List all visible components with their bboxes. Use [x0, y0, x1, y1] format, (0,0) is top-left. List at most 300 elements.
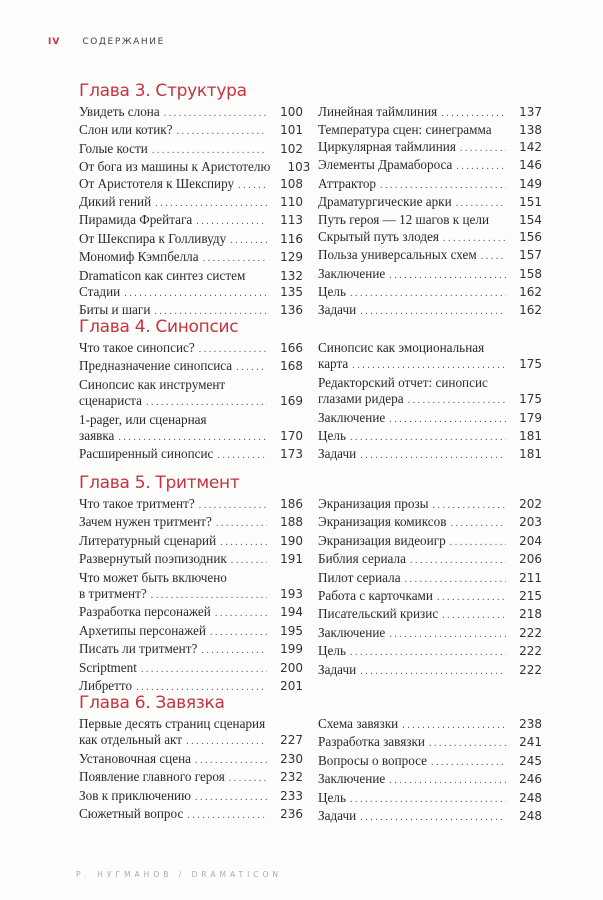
entry-page-number: 248	[519, 790, 542, 805]
dot-leader	[220, 535, 267, 551]
dot-leader	[118, 430, 267, 446]
toc-entry[interactable]	[79, 496, 303, 514]
entry-title: Задачи	[318, 302, 357, 318]
entry-page-number: 203	[519, 515, 542, 530]
toc-entry-line	[79, 660, 303, 678]
toc-entry-line	[318, 496, 542, 514]
entry-title: От Аристотеля к Шекспиру	[79, 175, 235, 191]
entry-page-number: 149	[519, 176, 542, 191]
toc-entry[interactable]	[79, 660, 303, 678]
dot-leader	[230, 233, 267, 249]
dot-leader	[456, 196, 506, 212]
dot-leader	[389, 627, 506, 643]
toc-entry-line	[79, 788, 303, 806]
toc-entry-line	[318, 375, 542, 391]
dot-leader	[450, 516, 506, 532]
entry-title: Что такое тритмент?	[79, 496, 195, 511]
toc-entry[interactable]	[318, 410, 542, 428]
entry-title: Что такое синопсис?	[79, 340, 195, 355]
entry-title: Экранизация прозы	[318, 496, 429, 511]
toc-columns	[79, 496, 549, 696]
toc-entry[interactable]	[318, 157, 542, 175]
entry-title: Dramaticon как синтез систем	[79, 267, 246, 283]
toc-entry[interactable]	[318, 790, 542, 808]
entry-title: Расширенный синопсис	[79, 446, 214, 462]
entry-title: Драматургические арки	[318, 194, 452, 210]
toc-entry-line	[318, 428, 542, 446]
dot-leader	[187, 808, 267, 824]
entry-page-number: 151	[519, 195, 542, 210]
toc-entry-line	[79, 141, 303, 159]
dot-leader	[350, 792, 506, 808]
dot-leader	[155, 196, 267, 212]
entry-page-number: 108	[280, 176, 303, 191]
entry-page-number: 232	[280, 770, 303, 785]
toc-entry-line	[79, 446, 303, 464]
toc-entry[interactable]	[318, 496, 542, 514]
entry-title: Появление главного героя	[79, 769, 225, 785]
toc-entry[interactable]	[79, 533, 303, 551]
toc-entry[interactable]	[79, 104, 303, 122]
toc-entry[interactable]	[79, 570, 303, 605]
entry-title: Путь героя — 12 шагов к цели	[318, 212, 490, 228]
toc-entry-line	[318, 194, 542, 212]
toc-entry[interactable]	[79, 268, 303, 284]
entry-page-number: 181	[519, 429, 542, 444]
toc-entry-line	[318, 247, 542, 265]
entry-page-number: 179	[519, 410, 542, 425]
toc-entry[interactable]	[318, 588, 542, 606]
entry-title: Работа с карточками	[318, 588, 433, 604]
toc-entry[interactable]	[79, 141, 303, 159]
entry-title: Схема завязки	[318, 716, 399, 731]
entry-page-number: 137	[519, 105, 542, 119]
toc-entry-line	[318, 229, 542, 247]
entry-page-number: 194	[280, 605, 303, 620]
entry-title: От Шекспира к Голливуду	[79, 230, 227, 246]
toc-entry-line	[318, 588, 542, 606]
entry-page-number: 173	[280, 447, 303, 462]
entry-title: Заключение	[318, 624, 386, 640]
toc-entry-line	[318, 176, 542, 194]
dot-leader	[460, 141, 506, 157]
toc-entry-line	[318, 662, 542, 680]
entry-title: Синопсис как инструмент	[79, 376, 226, 392]
dot-leader	[360, 810, 506, 826]
entry-page-number: 201	[280, 679, 303, 694]
toc-entry-line	[79, 358, 303, 376]
dot-leader	[141, 662, 267, 678]
dot-leader	[405, 572, 506, 588]
dot-leader	[217, 448, 267, 464]
chapter-title: Глава 4. Синопсис	[79, 317, 239, 337]
toc-entry[interactable]	[79, 249, 303, 267]
toc-entry[interactable]	[79, 412, 303, 447]
entry-title: Аттрактор	[318, 175, 377, 191]
toc-entry[interactable]	[79, 231, 303, 249]
toc-entry[interactable]	[318, 570, 542, 588]
toc-entry[interactable]	[318, 194, 542, 212]
toc-entry[interactable]	[318, 247, 542, 265]
entry-page-number: 193	[280, 587, 303, 602]
toc-entry-line	[79, 212, 303, 230]
entry-title: глазами ридера	[318, 391, 404, 407]
toc-entry-line	[79, 514, 303, 532]
entry-page-number: 222	[519, 625, 542, 640]
entry-title: Цель	[318, 789, 346, 805]
entry-page-number: 233	[280, 788, 303, 803]
entry-title: Цель	[318, 643, 346, 659]
entry-page-number: 100	[280, 105, 303, 119]
entry-page-number: 101	[280, 123, 303, 138]
entry-page-number: 175	[519, 392, 542, 407]
entry-page-number: 162	[519, 285, 542, 300]
toc-entry-line	[79, 194, 303, 212]
entry-title: Линейная таймлиния	[318, 104, 438, 119]
toc-entry-line	[318, 410, 542, 428]
toc-entry[interactable]	[79, 358, 303, 376]
dot-leader	[437, 590, 506, 606]
entry-title: Что может быть включено	[79, 569, 227, 585]
entry-title: Заключение	[318, 771, 386, 787]
toc-entry[interactable]	[318, 104, 542, 122]
dot-leader	[152, 143, 267, 159]
entry-page-number: 202	[519, 497, 542, 511]
entry-page-number: 211	[519, 570, 542, 585]
entry-page-number: 162	[519, 303, 542, 318]
dot-leader	[151, 588, 267, 604]
dot-leader	[195, 790, 267, 806]
toc-entry[interactable]	[79, 806, 303, 824]
toc-entry-line	[318, 570, 542, 588]
dot-leader	[236, 360, 267, 376]
dot-leader	[481, 249, 506, 265]
dot-leader	[201, 643, 267, 659]
toc-entry[interactable]	[318, 734, 542, 752]
toc-entry-line	[79, 641, 303, 659]
dot-leader	[410, 553, 506, 569]
dot-leader	[431, 755, 506, 771]
entry-title: Температура сцен: синеграмма	[318, 122, 492, 138]
entry-title: Заключение	[318, 265, 386, 281]
entry-page-number: 103	[287, 160, 311, 175]
entry-title: Писать ли тритмент?	[79, 641, 198, 657]
entry-page-number: 190	[280, 533, 303, 548]
toc-columns	[79, 104, 549, 321]
dot-leader	[380, 178, 506, 194]
entry-page-number: 154	[519, 213, 542, 228]
toc-entry-line	[318, 625, 542, 643]
entry-page-number: 200	[280, 660, 303, 675]
toc-entry-line	[79, 732, 303, 750]
toc-entry-line	[318, 643, 542, 661]
dot-leader	[389, 412, 506, 428]
entry-title: карта	[318, 356, 349, 372]
toc-entry[interactable]	[318, 771, 542, 789]
entry-title: Стадии	[79, 284, 121, 300]
entry-title: Зов к приключению	[79, 787, 191, 803]
entry-title: 1-pager, или сценарная	[79, 411, 207, 427]
entry-page-number: 246	[519, 772, 542, 787]
toc-column-left	[79, 340, 303, 465]
entry-page-number: 169	[280, 394, 303, 409]
dot-leader	[124, 286, 267, 302]
toc-entry[interactable]	[318, 625, 542, 643]
toc-entry[interactable]	[318, 375, 542, 410]
toc-entry[interactable]	[79, 551, 303, 569]
chapter-4	[79, 316, 549, 465]
dot-leader	[389, 268, 506, 284]
toc-entry[interactable]	[79, 159, 311, 175]
toc-entry[interactable]	[318, 340, 542, 375]
running-header	[48, 37, 165, 47]
dot-leader	[389, 773, 506, 789]
toc-entry[interactable]	[79, 340, 303, 358]
dot-leader	[450, 535, 506, 551]
toc-entry-line	[79, 340, 303, 358]
entry-title: Элементы Драмабороса	[318, 157, 453, 173]
entry-title: Скрытый путь злодея	[318, 228, 439, 244]
entry-title: Scriptment	[79, 659, 137, 675]
entry-page-number: 222	[519, 662, 542, 677]
toc-entry-line	[318, 266, 542, 284]
dot-leader	[199, 498, 267, 514]
entry-title: Установочная сцена	[79, 750, 192, 766]
toc-entry[interactable]	[79, 377, 303, 412]
toc-entry[interactable]	[318, 176, 542, 194]
entry-title: заявка	[79, 428, 115, 444]
entry-title: Предназначение синопсиса	[79, 358, 233, 374]
entry-title: Вопросы о вопросе	[318, 752, 428, 768]
entry-page-number: 170	[280, 429, 303, 444]
toc-entry-line	[79, 122, 303, 140]
toc-column-left	[79, 716, 303, 826]
toc-entry[interactable]	[318, 428, 542, 446]
dot-leader	[238, 178, 267, 194]
dot-leader	[186, 734, 267, 750]
toc-entry-line	[318, 212, 542, 228]
toc-entry-line	[79, 769, 303, 787]
toc-entry[interactable]	[318, 716, 542, 734]
toc-entry-line	[318, 356, 542, 374]
toc-entry[interactable]	[318, 212, 542, 228]
toc-columns	[79, 716, 549, 826]
toc-entry-line	[318, 514, 542, 532]
toc-entry[interactable]	[79, 514, 303, 532]
entry-page-number: 186	[280, 497, 303, 511]
toc-entry-line	[79, 284, 303, 302]
dot-leader	[442, 608, 506, 624]
entry-title: Либретто	[79, 678, 133, 694]
entry-title: Задачи	[318, 808, 357, 824]
toc-entry-line	[79, 412, 303, 428]
dot-leader	[350, 645, 506, 661]
toc-entry[interactable]	[79, 122, 303, 140]
entry-title: Увидеть слона	[79, 104, 160, 119]
toc-entry-line	[79, 377, 303, 393]
dot-leader	[210, 625, 267, 641]
toc-entry-line	[318, 533, 542, 551]
toc-entry[interactable]	[79, 194, 303, 212]
toc-entry-line	[79, 806, 303, 824]
dot-leader	[352, 358, 506, 374]
toc-entry[interactable]	[79, 641, 303, 659]
chapter-title: Глава 6. Завязка	[79, 693, 225, 713]
toc-entry[interactable]	[318, 662, 542, 680]
toc-entry[interactable]	[318, 551, 542, 569]
entry-title: Циркулярная таймлиния	[318, 138, 456, 154]
entry-page-number: 181	[519, 447, 542, 462]
dot-leader	[229, 771, 267, 787]
entry-title: Зачем нужен тритмент?	[79, 514, 212, 530]
toc-entry-line	[79, 551, 303, 569]
entry-page-number: 230	[280, 751, 303, 766]
dot-leader	[360, 448, 506, 464]
chapter-3	[79, 80, 549, 321]
toc-entry-line	[79, 496, 303, 514]
toc-entry[interactable]	[318, 229, 542, 247]
entry-page-number: 168	[280, 359, 303, 374]
toc-entry-line	[318, 391, 542, 409]
toc-entry[interactable]	[79, 446, 303, 464]
toc-entry[interactable]	[318, 266, 542, 284]
dot-leader	[456, 159, 506, 175]
toc-entry-line	[318, 157, 542, 175]
toc-entry[interactable]	[79, 604, 303, 622]
entry-page-number: 195	[280, 623, 303, 638]
dot-leader	[216, 516, 267, 532]
toc-entry[interactable]	[318, 446, 542, 464]
entry-title: Разработка персонажей	[79, 604, 211, 620]
toc-entry[interactable]	[318, 533, 542, 551]
entry-page-number: 142	[519, 139, 542, 154]
dot-leader	[196, 214, 267, 230]
entry-page-number: 158	[519, 266, 542, 281]
toc-entry[interactable]	[79, 284, 303, 302]
toc-column-right	[318, 340, 542, 465]
entry-page-number: 156	[519, 229, 542, 244]
dot-leader	[350, 286, 506, 302]
toc-entry-line	[318, 734, 542, 752]
entry-title: Задачи	[318, 446, 357, 462]
toc-entry-line	[79, 393, 303, 411]
entry-title: Синопсис как эмоциональная	[318, 340, 485, 355]
entry-title: Цель	[318, 428, 346, 444]
entry-title: Библия сериала	[318, 551, 406, 567]
toc-entry[interactable]	[318, 139, 542, 157]
toc-entry-line	[79, 533, 303, 551]
toc-entry[interactable]	[318, 643, 542, 661]
dot-leader	[433, 498, 506, 514]
entry-page-number: 236	[280, 807, 303, 822]
toc-entry-line	[79, 586, 303, 604]
entry-page-number: 248	[519, 809, 542, 824]
dot-leader	[408, 393, 506, 409]
toc-entry-line	[318, 808, 542, 826]
dot-leader	[441, 106, 506, 122]
toc-entry-line	[318, 340, 542, 356]
entry-page-number: 113	[280, 213, 303, 228]
dot-leader	[177, 124, 267, 140]
entry-title: как отдельный акт	[79, 732, 183, 748]
toc-entry[interactable]	[318, 514, 542, 532]
toc-entry-line	[79, 604, 303, 622]
entry-page-number: 241	[519, 735, 542, 750]
toc-entry-line	[318, 551, 542, 569]
chapter-6	[79, 692, 549, 826]
toc-entry[interactable]	[318, 753, 542, 771]
entry-page-number: 132	[280, 268, 303, 283]
chapter-title: Глава 5. Тритмент	[79, 473, 240, 493]
toc-entry[interactable]	[79, 716, 303, 751]
entry-page-number: 222	[519, 644, 542, 659]
toc-entry[interactable]	[79, 788, 303, 806]
toc-entry[interactable]	[318, 808, 542, 826]
dot-leader	[195, 753, 267, 769]
toc-entry[interactable]	[318, 122, 542, 138]
toc-entry-line	[79, 159, 311, 175]
dot-leader	[199, 342, 267, 358]
toc-entry-line	[79, 751, 303, 769]
entry-title: Пилот сериала	[318, 569, 401, 585]
toc-column-left	[79, 104, 311, 321]
entry-title: Развернутый поэпизодник	[79, 551, 227, 567]
dot-leader	[231, 553, 267, 569]
entry-title: Цель	[318, 284, 346, 300]
toc-entry-line	[79, 570, 303, 586]
entry-page-number: 199	[280, 642, 303, 657]
toc-entry[interactable]	[318, 284, 542, 302]
entry-page-number: 204	[519, 533, 542, 548]
entry-page-number: 175	[519, 357, 542, 372]
dot-leader	[360, 664, 506, 680]
running-title: СОДЕРЖАНИЕ	[82, 37, 165, 47]
entry-title: От бога из машины к Аристотелю	[79, 159, 271, 175]
toc-column-left	[79, 496, 303, 696]
entry-title: Дикий гений	[79, 194, 152, 210]
toc-entry[interactable]	[79, 751, 303, 769]
toc-entry-line	[79, 231, 303, 249]
toc-entry[interactable]	[79, 176, 303, 194]
toc-entry-line	[318, 771, 542, 789]
toc-entry-line	[318, 606, 542, 624]
toc-entry[interactable]	[79, 212, 303, 230]
chapter-5	[79, 472, 549, 696]
toc-entry-line	[318, 446, 542, 464]
toc-entry[interactable]	[318, 606, 542, 624]
entry-page-number: 157	[519, 248, 542, 263]
entry-title: Редакторский отчет: синопсис	[318, 374, 488, 390]
toc-entry-line	[318, 753, 542, 771]
entry-title: Биты и шаги	[79, 302, 151, 318]
dot-leader	[402, 718, 506, 734]
entry-page-number: 245	[519, 753, 542, 768]
entry-title: Голые кости	[79, 140, 148, 156]
toc-entry-line	[79, 249, 303, 267]
toc-entry-line	[79, 716, 303, 732]
toc-column-right	[318, 496, 542, 696]
toc-entry[interactable]	[79, 623, 303, 641]
toc-entry-line	[318, 716, 542, 734]
entry-page-number: 116	[280, 231, 303, 246]
toc-column-right	[318, 104, 542, 321]
entry-page-number: 110	[280, 195, 303, 210]
entry-page-number: 129	[280, 250, 303, 265]
toc-entry[interactable]	[79, 769, 303, 787]
toc-entry-line	[79, 268, 303, 284]
toc-entry-line	[318, 104, 542, 122]
dot-leader	[215, 606, 267, 622]
